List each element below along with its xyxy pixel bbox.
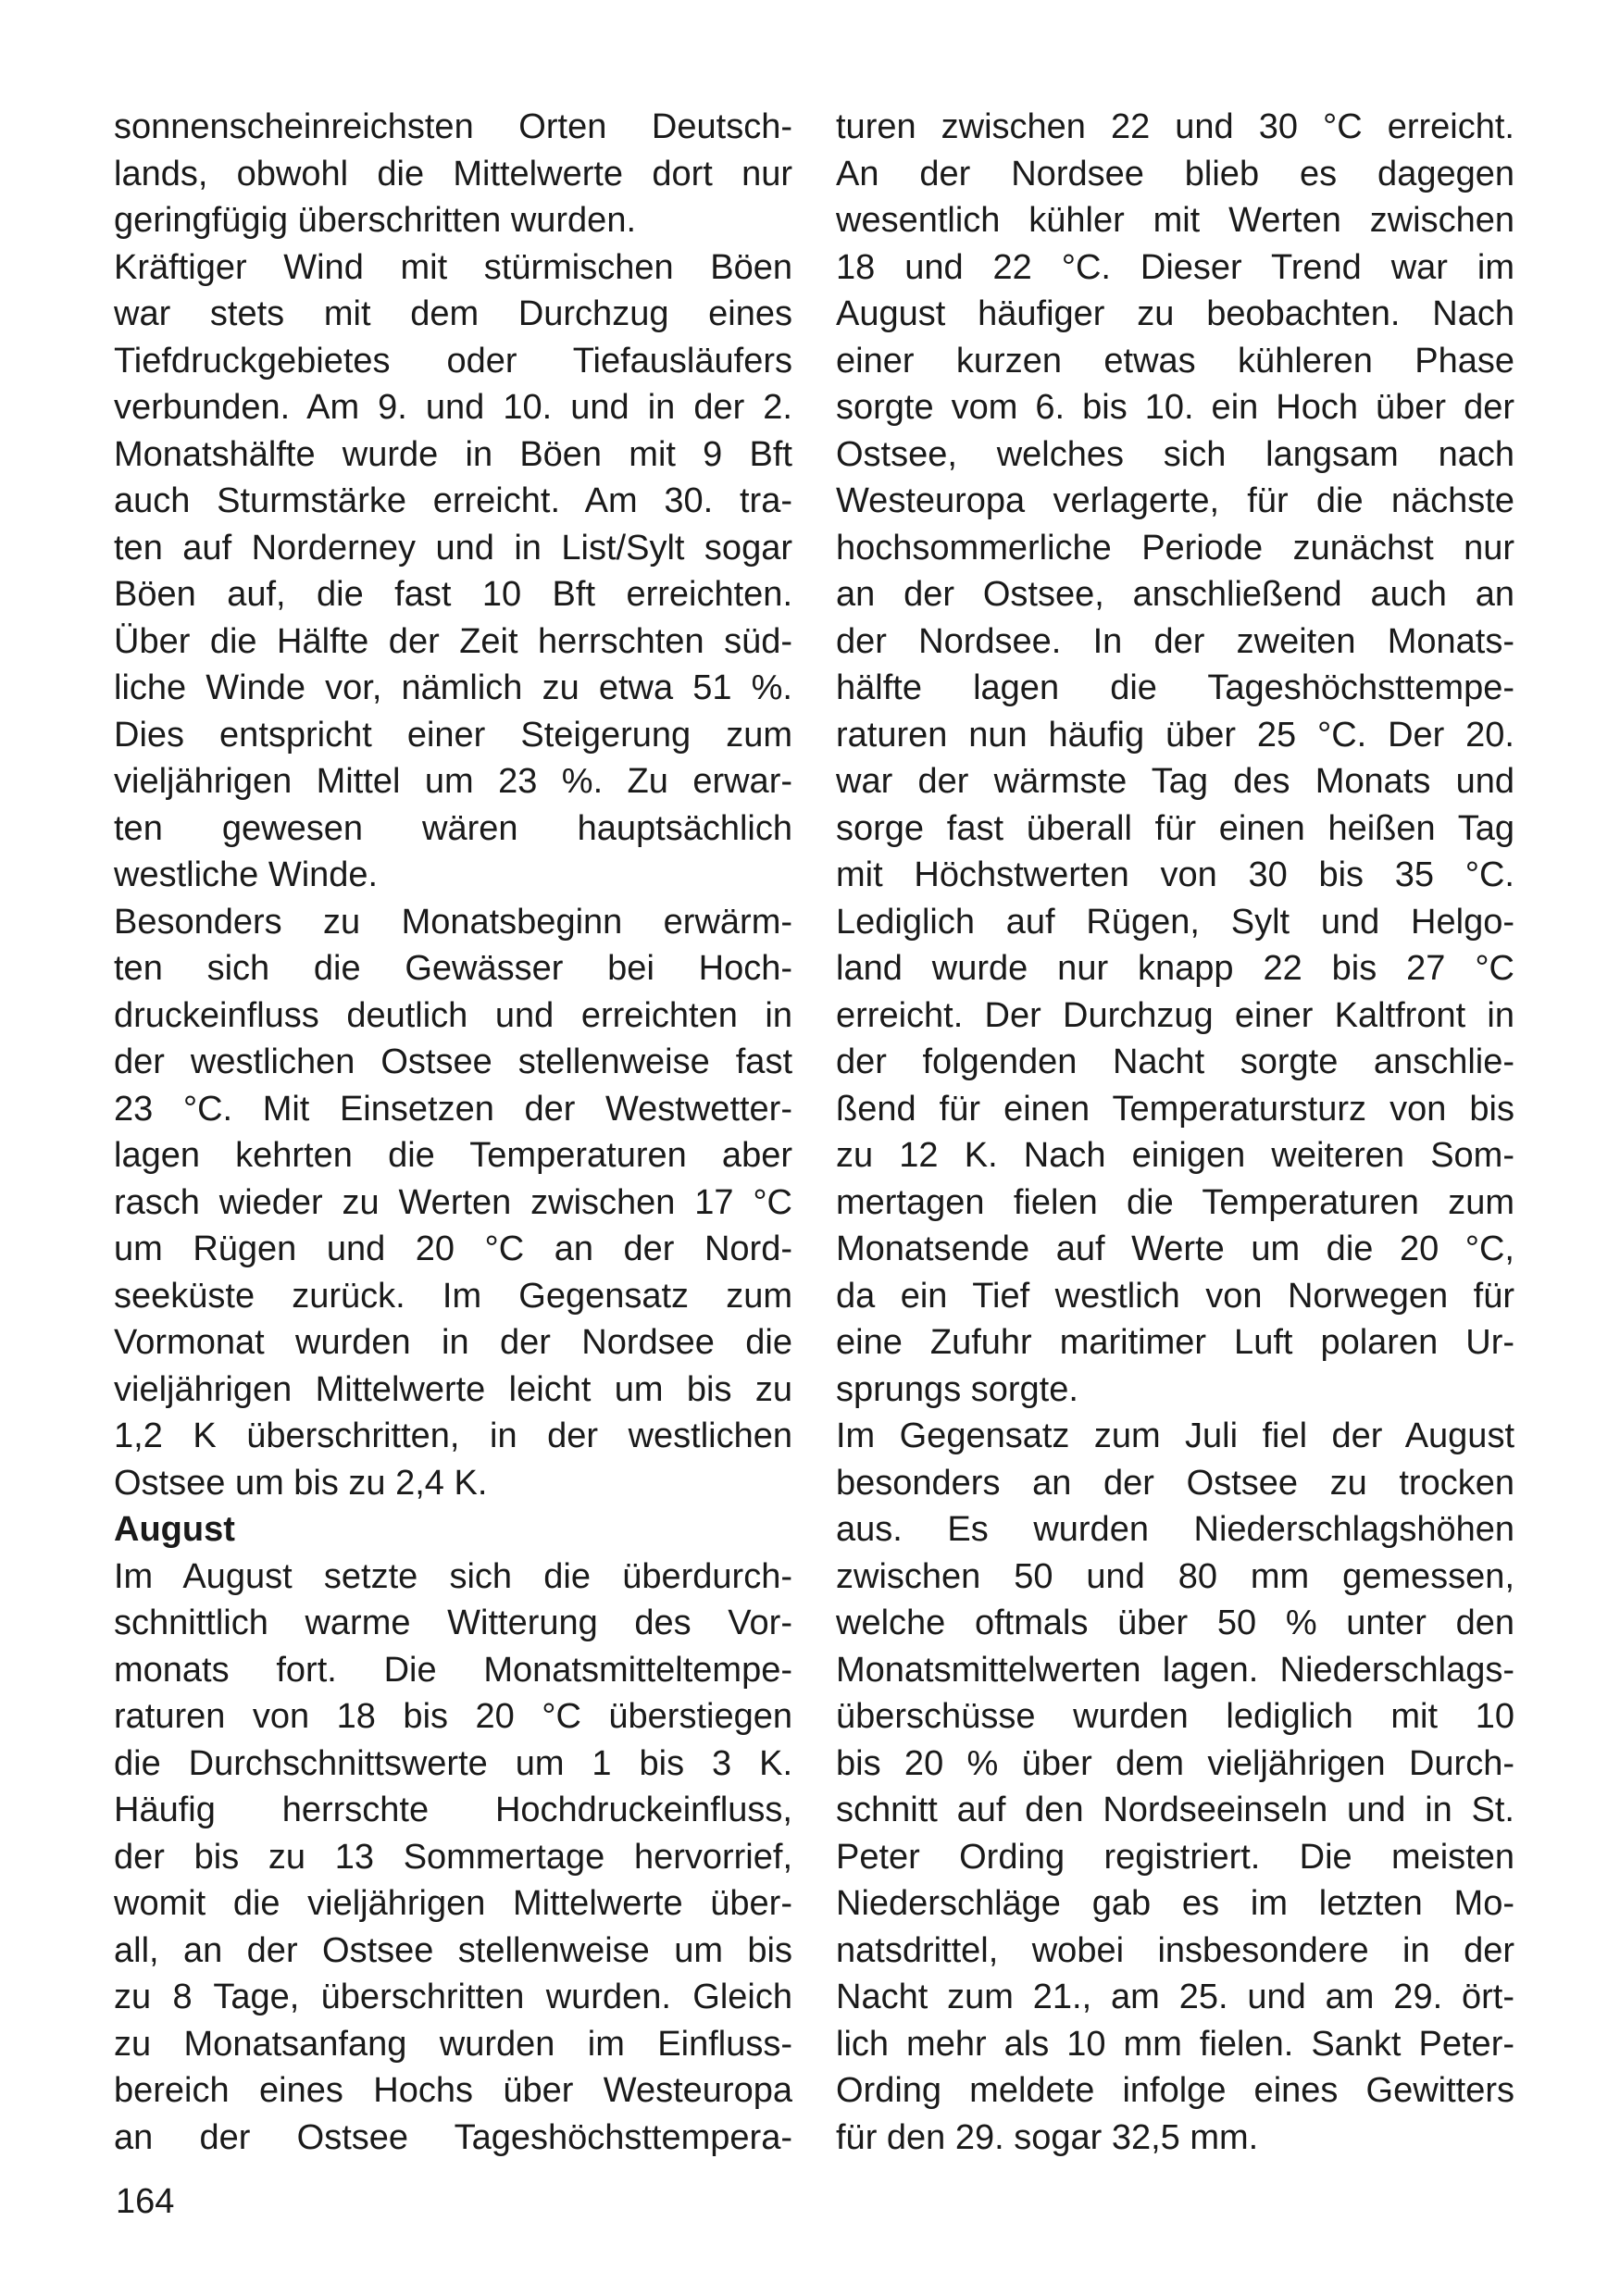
text-line: geringfügig überschritten wurden. [114,201,637,240]
text-line: ten sich die Gewässer bei Hoch- [114,949,792,988]
text-line: verbunden. Am 9. und 10. und in der 2. [114,388,792,427]
text-line: bereich eines Hochs über Westeuropa [114,2071,792,2110]
text-line: bis 20 % über dem vieljährigen Durch- [836,1743,1514,1783]
text-line: aus. Es wurden Niederschlagshöhen [836,1510,1514,1549]
text-line: An der Nordsee blieb es dagegen [836,154,1514,193]
page-number: 164 [116,2182,175,2221]
text-line: turen zwischen 22 und 30 °C erreicht. [836,107,1514,146]
text-line: vieljährigen Mittelwerte leicht um bis zu [114,1369,792,1409]
text-line: Ostsee um bis zu 2,4 K. [114,1463,488,1503]
text-line: Dies entspricht einer Steigerung zum [114,715,792,755]
text-line: zu Monatsanfang wurden im Einfluss- [114,2024,792,2064]
text-line: Westeuropa verlagerte, für die nächste [836,481,1514,520]
text-line: sonnenscheinreichsten Orten Deutsch- [114,107,792,146]
text-line: ten auf Norderney und in List/Sylt sogar [114,528,792,568]
text-line: wesentlich kühler mit Werten zwischen [836,201,1514,240]
text-line: womit die vieljährigen Mittelwerte über- [114,1884,792,1923]
text-line: schnittlich warme Witterung des Vor- [114,1603,792,1642]
text-line: Peter Ording registriert. Die meisten [836,1837,1514,1877]
text-line: welche oftmals über 50 % unter den [836,1603,1514,1642]
text-line: sprungs sorgte. [836,1369,1078,1409]
text-line: da ein Tief westlich von Norwegen für [836,1276,1514,1316]
text-line: vieljährigen Mittel um 23 %. Zu erwar- [114,762,792,801]
text-line: 1,2 K überschritten, in der westlichen [114,1416,792,1455]
text-line: Nacht zum 21., am 25. und am 29. ört- [836,1978,1514,2016]
text-line: 23 °C. Mit Einsetzen der Westwetter- [114,1089,792,1129]
text-line: der westlichen Ostsee stellenweise fast [114,1042,792,1081]
text-line: um Rügen und 20 °C an der Nord- [114,1229,792,1268]
text-line: erreicht. Der Durchzug einer Kaltfront in [836,995,1514,1035]
text-line: Monatsende auf Werte um die 20 °C, [836,1229,1514,1268]
section-heading: August [114,1510,235,1549]
text-line: Monatshälfte wurde in Böen mit 9 Bft [114,434,792,474]
text-column-left [114,104,792,2161]
text-line: raturen von 18 bis 20 °C überstiegen [114,1697,792,1736]
text-line: Tiefdruckgebietes oder Tiefausläufers [114,341,792,381]
text-line: land wurde nur knapp 22 bis 27 °C [836,949,1514,988]
text-line: westliche Winde. [114,855,379,894]
text-line: Ostsee, welches sich langsam nach [836,434,1514,474]
text-line: lich mehr als 10 mm fielen. Sankt Peter- [836,2024,1514,2064]
text-line: Im Gegensatz zum Juli fiel der August [836,1416,1514,1455]
text-line: besonders an der Ostsee zu trocken [836,1463,1514,1503]
text-line: auch Sturmstärke erreicht. Am 30. tra- [114,481,792,520]
text-line: Besonders zu Monatsbeginn erwärm- [114,902,792,942]
text-line: Niederschläge gab es im letzten Mo- [836,1884,1514,1923]
text-line: war der wärmste Tag des Monats und [836,762,1514,801]
text-line: sorge fast überall für einen heißen Tag [836,808,1514,848]
text-line: Ording meldete infolge eines Gewitters [836,2071,1514,2110]
text-column-right [836,104,1514,2161]
text-line: ßend für einen Temperatursturz von bis [836,1089,1514,1129]
text-line: sorgte vom 6. bis 10. ein Hoch über der [836,388,1514,427]
text-line: 18 und 22 °C. Dieser Trend war im [836,247,1514,287]
text-line: der folgenden Nacht sorgte anschlie- [836,1042,1514,1081]
text-line: hochsommerliche Periode zunächst nur [836,528,1514,568]
text-line: Über die Hälfte der Zeit herrschten süd- [114,621,792,661]
text-line: Im August setzte sich die überdurch- [114,1556,792,1596]
text-line: lagen kehrten die Temperaturen aber [114,1136,792,1175]
text-line: rasch wieder zu Werten zwischen 17 °C [114,1182,792,1222]
text-line: eine Zufuhr maritimer Luft polaren Ur- [836,1323,1514,1362]
text-line: einer kurzen etwas kühleren Phase [836,341,1514,381]
text-line: mertagen fielen die Temperaturen zum [836,1182,1514,1222]
text-line: schnitt auf den Nordseeinseln und in St. [836,1791,1514,1829]
text-line: überschüsse wurden lediglich mit 10 [836,1697,1514,1736]
text-line: Lediglich auf Rügen, Sylt und Helgo- [836,902,1514,942]
text-line: Vormonat wurden in der Nordsee die [114,1323,792,1362]
text-line: die Durchschnittswerte um 1 bis 3 K. [114,1743,792,1783]
text-line: liche Winde vor, nämlich zu etwa 51 %. [114,668,792,707]
text-line: Häufig herrschte Hochdruckeinfluss, [114,1791,792,1829]
text-line: lands, obwohl die Mittelwerte dort nur [114,154,792,193]
text-line: zwischen 50 und 80 mm gemessen, [836,1556,1514,1596]
text-line: an der Ostsee, anschließend auch an [836,575,1514,614]
text-line: Monatsmittelwerten lagen. Niederschlags- [836,1650,1514,1690]
text-line: monats fort. Die Monatsmitteltempe- [114,1650,792,1690]
text-line: zu 12 K. Nach einigen weiteren Som- [836,1136,1514,1175]
text-line: raturen nun häufig über 25 °C. Der 20. [836,715,1514,755]
text-line: mit Höchstwerten von 30 bis 35 °C. [836,855,1514,894]
text-line: für den 29. sogar 32,5 mm. [836,2117,1259,2157]
text-line: natsdrittel, wobei insbesondere in der [836,1930,1514,1970]
text-line: der bis zu 13 Sommertage hervorrief, [114,1837,792,1877]
text-line: seeküste zurück. Im Gegensatz zum [114,1276,792,1316]
text-line: der Nordsee. In der zweiten Monats- [836,621,1514,661]
text-line: war stets mit dem Durchzug eines [114,294,792,333]
text-line: all, an der Ostsee stellenweise um bis [114,1930,792,1970]
text-line: zu 8 Tage, überschritten wurden. Gleich [114,1978,792,2016]
text-line: August häufiger zu beobachten. Nach [836,294,1514,333]
text-line: Kräftiger Wind mit stürmischen Böen [114,247,792,287]
text-line: an der Ostsee Tageshöchsttempera- [114,2117,792,2157]
text-line: Böen auf, die fast 10 Bft erreichten. [114,575,792,614]
text-line: hälfte lagen die Tageshöchsttempe- [836,668,1514,707]
text-line: ten gewesen wären hauptsächlich [114,808,792,848]
text-line: druckeinfluss deutlich und erreichten in [114,995,792,1035]
